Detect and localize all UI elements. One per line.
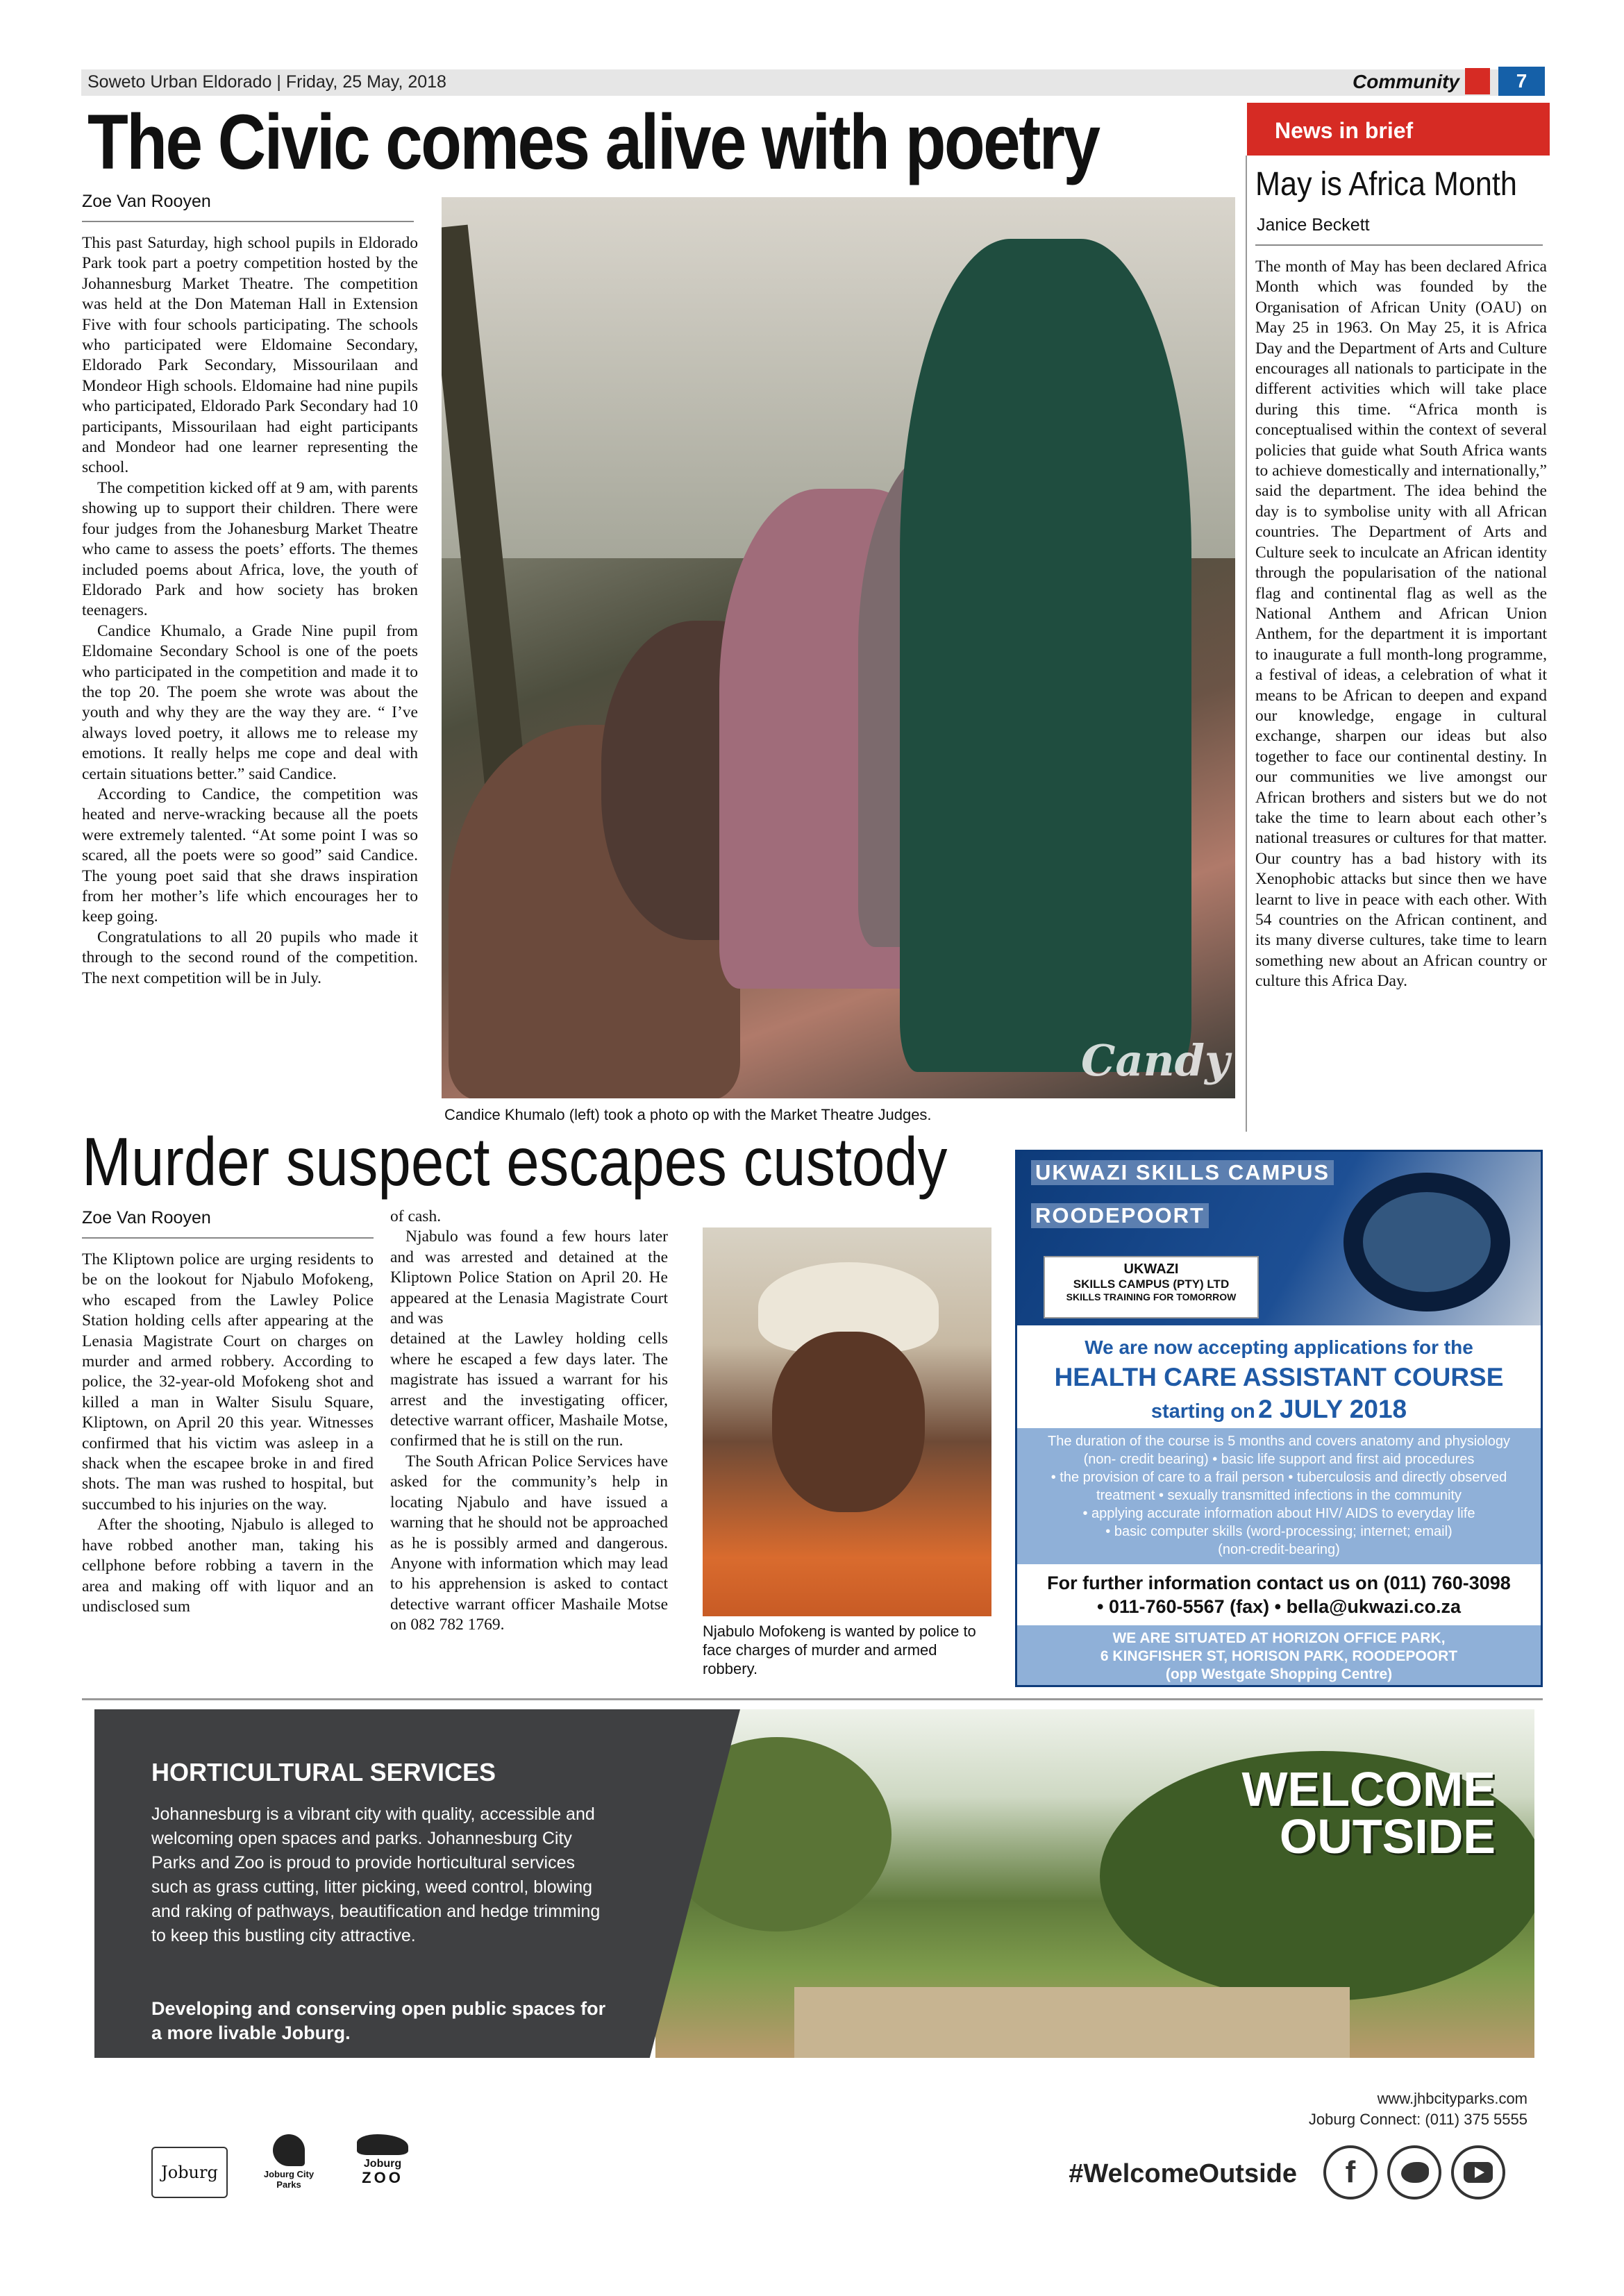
ukwazi-address-panel <box>1017 1625 1541 1687</box>
parks-photo <box>655 1709 1534 2058</box>
photo-person <box>900 239 1191 1072</box>
youtube-icon[interactable] <box>1451 2145 1505 2199</box>
article2-paragraph: The Kliptown police are urging residents to be on the lookout for Njabulo Mofokeng, who escaped from the Lawley Police Station holding cells after appearing at the Lenasia Magistrate Court on charges on murder and armed robbery. According to police, the 32-year-old Mofokeng shot and killed a man in Walter Sisulu Square, Kliptown, on April 20 this year. Witnesses confirmed that his victim was asleep in a shack when the escapee broke in and fired shots. The man was rushed to hospital, but succumbed to his injuries on the way. <box>82 1250 374 1514</box>
ukwazi-address-line: (opp Westgate Shopping Centre) <box>1165 1666 1393 1682</box>
ukwazi-detail-line: (non- credit bearing) • basic life support and first aid procedures <box>1083 1452 1475 1467</box>
brief-body <box>1255 257 1547 992</box>
ukwazi-detail-line: (non-credit-bearing) <box>1218 1542 1340 1557</box>
ukwazi-ad <box>1015 1150 1543 1687</box>
parks-welcome1: WELCOME <box>1241 1762 1496 1816</box>
ukwazi-address-line: WE ARE SITUATED AT HORIZON OFFICE PARK, <box>1112 1630 1446 1646</box>
photo-watermark: Candy <box>1081 1035 1230 1086</box>
facebook-icon[interactable]: f <box>1323 2145 1378 2199</box>
article2-caption: Njabulo Mofokeng is wanted by police to face charges of murder and armed robbery. <box>703 1623 976 1677</box>
ukwazi-logo-line1: UKWAZI <box>1123 1262 1179 1277</box>
article1-paragraph: The competition kicked off at 9 am, with parents showing up to support their children. There were four judges from the Johanesburg Market Theatre who came to assess the poets’ efforts. The themes included poems about Africa, love, the youth of Eldorado Park and how society has broken teenagers. <box>82 478 418 620</box>
article1-paragraph: Candice Khumalo, a Grade Nine pupil from Eldomaine Secondary School is one of the poets who participated in the competition and made it to the top 20. The poem she wrote was about the youth and why they are the way they are. “ I’ve always loved poetry, it allows me to release my emotions. It really helps me cope and deal with certain situations better.” said Candice. <box>82 621 418 783</box>
ukwazi-detail-line: The duration of the course is 5 months and covers anatomy and physiology <box>1048 1434 1510 1449</box>
ukwazi-detail-line: • the provision of care to a frail person • tuberculosis and directly observed <box>1050 1470 1507 1485</box>
parks-tagline: Developing and conserving open public spaces for a more livable Joburg. <box>151 1998 606 2043</box>
article2-byline-rule <box>82 1237 374 1239</box>
parks-hashtag: #WelcomeOutside <box>1069 2159 1297 2188</box>
article2-paragraph: The South African Police Services have asked for the community’s help in locating Njabulo and have issued a warning that he should not be approached as he is possibly armed and dangerous. Anyone with information which may lead to his apprehension is asked to contact detective warrant officer Mashaile Motse on 082 782 1769. <box>390 1452 668 1634</box>
parks-welcome2: OUTSIDE <box>1279 1809 1496 1863</box>
brief-rule <box>1255 244 1543 246</box>
parks-website: www.jhbcityparks.com <box>1377 2090 1527 2107</box>
ukwazi-logo-line2: SKILLS CAMPUS (PTY) LTD <box>1073 1277 1230 1291</box>
cityparks-logo <box>261 2134 317 2190</box>
article2-byline: Zoe Van Rooyen <box>82 1208 211 1227</box>
article2-headline: Murder suspect escapes custody <box>82 1123 948 1200</box>
ukwazi-starting-date: 2 JULY 2018 <box>1258 1395 1407 1423</box>
twitter-icon[interactable] <box>1387 2145 1441 2199</box>
ukwazi-address-line: 6 KINGFISHER ST, HORISON PARK, ROODEPOORT <box>1100 1648 1458 1664</box>
brief-byline: Janice Beckett <box>1257 215 1370 235</box>
article2-paragraph: Njabulo was found a few hours later and was arrested and detained at the Kliptown Police Station on April 20. He appeared at the Lenasia Magistrate Court and was <box>390 1227 668 1328</box>
ukwazi-detail-line: • applying accurate information about HIV/ AIDS to everyday life <box>1082 1506 1475 1521</box>
header-red-block <box>1465 68 1490 94</box>
article2-paragraph: After the shooting, Njabulo is alleged to have robbed another man, taking his cellphone before robbing a tavern in the area and making off with liquor and an undisclosed sum <box>82 1516 374 1616</box>
zoo-logo-text1: Joburg <box>363 2158 402 2170</box>
ukwazi-detail-line: treatment • sexually transmitted infections in the community <box>1096 1488 1462 1503</box>
article1-paragraph: According to Candice, the competition was heated and nerve-wracking because all the poets were extremely talented. “At some point I was so scared, all the poets were so good” said Candice. The young poet said that she draws inspiration from her mother’s life which encourages her to keep going. <box>82 785 418 926</box>
ukwazi-contact1: For further information contact us on (011) 760-3098 <box>1047 1573 1511 1593</box>
photo-face <box>772 1332 925 1512</box>
article1-headline: The Civic comes alive with poetry <box>87 99 1099 185</box>
animal-icon <box>357 2134 408 2155</box>
joburg-logo-text: Joburg <box>161 2163 218 2182</box>
article2-paragraph: of cash. <box>390 1207 442 1225</box>
article1-paragraph: This past Saturday, high school pupils in Eldorado Park took part a poetry competition hosted by the Johannesburg Market Theatre. The competition was held at the Don Mateman Hall in Extension Five with four schools participating. The schools who participated were Eldomaine Secondary, Eldorado Park Secondary, Missourilaan and Mondeor High schools. Eldomaine had nine pupils who participated, Eldorado Park Secondary had 10 participants, Missourilaan had eight participants and Mondeor had one learner representing the school. <box>82 234 418 477</box>
zoo-logo <box>344 2134 421 2186</box>
stethoscope-icon <box>1343 1173 1510 1312</box>
parks-ad <box>82 1709 1543 2216</box>
byline-rule <box>82 221 414 222</box>
zoo-logo-text2: ZOO <box>362 2169 403 2186</box>
article1-body <box>82 233 418 989</box>
parks-connect: Joburg Connect: (011) 375 5555 <box>1308 2111 1527 2128</box>
ukwazi-title1: UKWAZI SKILLS CAMPUS <box>1031 1160 1334 1185</box>
parks-heading: HORTICULTURAL SERVICES <box>151 1758 496 1786</box>
article1-caption: Candice Khumalo (left) took a photo op with the Market Theatre Judges. <box>444 1106 932 1123</box>
brief-headline: May is Africa Month <box>1255 166 1517 203</box>
brief-label <box>1247 106 1550 156</box>
section-divider <box>82 1698 1543 1700</box>
ukwazi-detail-line: • basic computer skills (word-processing; internet; email) <box>1105 1524 1453 1539</box>
header-page-number: 7 <box>1498 67 1545 96</box>
article1-photo <box>442 197 1235 1098</box>
header-section: Community <box>1353 71 1459 92</box>
ukwazi-starting-prefix: starting on <box>1150 1400 1255 1423</box>
header-dateline: Soweto Urban Eldorado | Friday, 25 May, 2018 <box>87 72 446 92</box>
ukwazi-logo-box <box>1044 1256 1259 1318</box>
cityparks-logo-text: Joburg City Parks <box>263 2169 315 2190</box>
ukwazi-details-panel <box>1017 1428 1541 1564</box>
ukwazi-accepting: We are now accepting applications for the <box>1085 1336 1473 1358</box>
brief-text: The month of May has been declared Africa Month which was founded by the Organisation of African Unity (OAU) on May 25 in 1963. On May 25, it is Africa Day and the Department of Arts and Culture encourages all nationals to participate in the different activities which will take place during this time. “Africa month is conceptualised within the context of several policies that guide what South Africa wants to achieve domestically and internationally,” said the department. The idea behind the day is to symbolise unity with all African countries. The Department of Arts and Culture seek to inculcate an African identity through the popularisation of the national flag and continental flag as well as the National Anthem and African Union Anthem, for the department it is important to inaugurate a full month-long programme, a festival of ideas, a celebration of what it means to be African to deepen and expand our knowledge, engage in cultural exchange, sharpen our ideas but also together to face our continental destiny. In our communities we live amongst our African brothers and sisters but we do not take the time to learn about each other’s national treasures or cultures for that matter. Our country has a bad history with its Xenophobic attacks but since then we have learnt to live in peace with each other. With 54 countries on the African continent, and its many diverse cultures, take time to learn something new about an African country or culture this Africa Day. <box>1255 258 1547 991</box>
ukwazi-contact2: • 011-760-5567 (fax) • bella@ukwazi.co.za <box>1097 1596 1461 1617</box>
parks-body: Johannesburg is a vibrant city with quality, accessible and welcoming open spaces and parks. Johannesburg City Parks and Zoo is proud to provide horticultural services such as grass cutting, litter picking, weed control, blowing and raking of pathways, beautification and hedge trimming to keep this bustling city attractive. <box>151 1804 601 1945</box>
brief-label-text: News in brief <box>1275 118 1414 143</box>
brief-side-rule <box>1246 156 1247 1132</box>
twitter-bird-shape <box>1401 2162 1429 2183</box>
article2-col2 <box>390 1207 668 1636</box>
article1-byline: Zoe Van Rooyen <box>82 192 211 211</box>
ukwazi-title2: ROODEPOORT <box>1031 1203 1209 1228</box>
parks-photo-path <box>794 1987 1350 2058</box>
ukwazi-logo-line3: SKILLS TRAINING FOR TOMORROW <box>1066 1291 1237 1302</box>
youtube-triangle <box>1475 2167 1484 2178</box>
ukwazi-starting <box>1017 1395 1541 1424</box>
joburg-logo <box>151 2147 228 2198</box>
article2-col1 <box>82 1250 374 1617</box>
ukwazi-course: HEALTH CARE ASSISTANT COURSE <box>1054 1363 1504 1391</box>
article2-photo <box>703 1227 991 1616</box>
article1-paragraph: Congratulations to all 20 pupils who made it through to the second round of the competition. The next competition will be in July. <box>82 928 418 987</box>
article2-paragraph: detained at the Lawley holding cells where he escaped a few days later. The magistrate has issued a warrant for his arrest and the investigating officer, detective warrant officer, Mashaile Motse, confirmed that he is still on the run. <box>390 1330 668 1450</box>
tree-icon <box>273 2134 305 2166</box>
